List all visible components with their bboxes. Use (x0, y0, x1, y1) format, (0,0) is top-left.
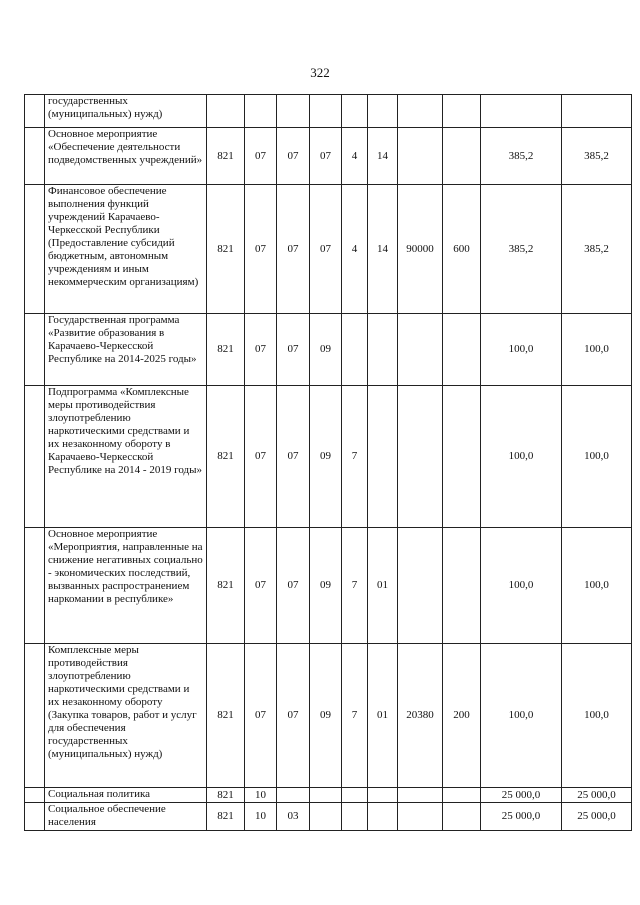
row-index-cell (25, 128, 45, 185)
subsection-code-cell: 07 (277, 314, 310, 386)
amount-year1-cell: 100,0 (481, 314, 562, 386)
amount-year1-cell: 100,0 (481, 644, 562, 788)
table-row (25, 644, 632, 788)
row-name-cell: государственных (муниципальных) нужд) (45, 95, 207, 128)
target-article-part1-cell (310, 788, 342, 803)
section-code-cell: 07 (245, 644, 277, 788)
target-article-part4-cell: 90000 (398, 185, 443, 314)
target-article-part2-cell (342, 314, 368, 386)
target-article-part4-cell (398, 95, 443, 128)
expense-type-cell (443, 128, 481, 185)
amount-year2-cell: 25 000,0 (562, 788, 632, 803)
subsection-code-cell: 07 (277, 128, 310, 185)
subsection-code-cell: 07 (277, 528, 310, 644)
row-index-cell (25, 528, 45, 644)
subsection-code-cell: 03 (277, 803, 310, 831)
target-article-part2-cell (342, 95, 368, 128)
subsection-code-cell (277, 788, 310, 803)
expense-type-cell (443, 788, 481, 803)
amount-year2-cell: 385,2 (562, 128, 632, 185)
page-number: 322 (310, 65, 330, 80)
grbs-code-cell: 821 (207, 803, 245, 831)
row-index-cell (25, 95, 45, 128)
target-article-part1-cell: 09 (310, 644, 342, 788)
table-row (25, 128, 632, 185)
target-article-part1-cell: 09 (310, 314, 342, 386)
target-article-part4-cell (398, 128, 443, 185)
row-index-cell (25, 644, 45, 788)
row-name-cell: Основное мероприятие «Обеспечение деятельности подведомственных учреждений» (45, 128, 207, 185)
amount-year1-cell (481, 95, 562, 128)
target-article-part2-cell (342, 803, 368, 831)
expense-type-cell (443, 803, 481, 831)
table-row (25, 528, 632, 644)
target-article-part1-cell (310, 95, 342, 128)
row-index-cell (25, 185, 45, 314)
target-article-part1-cell: 07 (310, 128, 342, 185)
grbs-code-cell: 821 (207, 644, 245, 788)
target-article-part3-cell (368, 95, 398, 128)
amount-year2-cell: 100,0 (562, 314, 632, 386)
section-code-cell: 07 (245, 528, 277, 644)
expense-type-cell (443, 528, 481, 644)
amount-year2-cell: 100,0 (562, 528, 632, 644)
target-article-part2-cell: 4 (342, 128, 368, 185)
target-article-part1-cell (310, 803, 342, 831)
table-row (25, 314, 632, 386)
amount-year2-cell: 100,0 (562, 386, 632, 528)
subsection-code-cell: 07 (277, 386, 310, 528)
section-code-cell (245, 95, 277, 128)
target-article-part2-cell: 4 (342, 185, 368, 314)
target-article-part2-cell: 7 (342, 528, 368, 644)
target-article-part3-cell (368, 314, 398, 386)
table-row (25, 803, 632, 831)
target-article-part1-cell: 09 (310, 528, 342, 644)
table-row (25, 386, 632, 528)
row-name-cell: Финансовое обеспечение выполнения функций учреждений Карачаево-Черкесской Республики (Предоставление субсидий бюджетным, автономным учреждениям и иным некоммерческим организациям) (45, 185, 207, 314)
grbs-code-cell (207, 95, 245, 128)
row-name-cell: Социальная политика (45, 788, 207, 803)
amount-year1-cell: 100,0 (481, 386, 562, 528)
section-code-cell: 07 (245, 128, 277, 185)
expense-type-cell (443, 95, 481, 128)
amount-year2-cell: 25 000,0 (562, 803, 632, 831)
section-code-cell: 10 (245, 788, 277, 803)
budget-table (24, 94, 632, 831)
target-article-part4-cell (398, 314, 443, 386)
target-article-part3-cell: 01 (368, 644, 398, 788)
amount-year1-cell: 25 000,0 (481, 803, 562, 831)
target-article-part3-cell (368, 386, 398, 528)
table-row (25, 95, 632, 128)
amount-year2-cell: 385,2 (562, 185, 632, 314)
grbs-code-cell: 821 (207, 528, 245, 644)
grbs-code-cell: 821 (207, 788, 245, 803)
target-article-part2-cell (342, 788, 368, 803)
target-article-part3-cell: 14 (368, 128, 398, 185)
subsection-code-cell (277, 95, 310, 128)
target-article-part1-cell: 09 (310, 386, 342, 528)
target-article-part4-cell (398, 386, 443, 528)
target-article-part2-cell: 7 (342, 644, 368, 788)
section-code-cell: 07 (245, 386, 277, 528)
section-code-cell: 07 (245, 314, 277, 386)
amount-year1-cell: 100,0 (481, 528, 562, 644)
row-name-cell: Комплексные меры противодействия злоупотреблению наркотическими средствами и их незаконному обороту (Закупка товаров, работ и услуг для обеспечения государственных (муниципальных) нужд) (45, 644, 207, 788)
row-index-cell (25, 314, 45, 386)
target-article-part4-cell: 20380 (398, 644, 443, 788)
grbs-code-cell: 821 (207, 386, 245, 528)
amount-year1-cell: 25 000,0 (481, 788, 562, 803)
table-row (25, 788, 632, 803)
row-name-cell: Социальное обеспечение населения (45, 803, 207, 831)
target-article-part1-cell: 07 (310, 185, 342, 314)
row-index-cell (25, 386, 45, 528)
grbs-code-cell: 821 (207, 185, 245, 314)
row-name-cell: Государственная программа «Развитие образования в Карачаево-Черкесской Республике на 2014-2025 годы» (45, 314, 207, 386)
expense-type-cell: 200 (443, 644, 481, 788)
target-article-part3-cell: 01 (368, 528, 398, 644)
expense-type-cell: 600 (443, 185, 481, 314)
subsection-code-cell: 07 (277, 644, 310, 788)
amount-year1-cell: 385,2 (481, 185, 562, 314)
target-article-part3-cell (368, 788, 398, 803)
subsection-code-cell: 07 (277, 185, 310, 314)
target-article-part2-cell: 7 (342, 386, 368, 528)
row-index-cell (25, 788, 45, 803)
row-index-cell (25, 803, 45, 831)
section-code-cell: 07 (245, 185, 277, 314)
row-name-cell: Основное мероприятие «Мероприятия, направленные на снижение негативных социально - экономических последствий, вызванных распространением наркомании в республике» (45, 528, 207, 644)
expense-type-cell (443, 314, 481, 386)
grbs-code-cell: 821 (207, 128, 245, 185)
section-code-cell: 10 (245, 803, 277, 831)
expense-type-cell (443, 386, 481, 528)
amount-year2-cell: 100,0 (562, 644, 632, 788)
target-article-part3-cell: 14 (368, 185, 398, 314)
target-article-part4-cell (398, 528, 443, 644)
grbs-code-cell: 821 (207, 314, 245, 386)
target-article-part4-cell (398, 788, 443, 803)
amount-year1-cell: 385,2 (481, 128, 562, 185)
target-article-part4-cell (398, 803, 443, 831)
table-row (25, 185, 632, 314)
target-article-part3-cell (368, 803, 398, 831)
amount-year2-cell (562, 95, 632, 128)
row-name-cell: Подпрограмма «Комплексные меры противодействия злоупотреблению наркотическими средствами и их незаконному обороту в Карачаево-Черкесской Республике на 2014 - 2019 годы» (45, 386, 207, 528)
